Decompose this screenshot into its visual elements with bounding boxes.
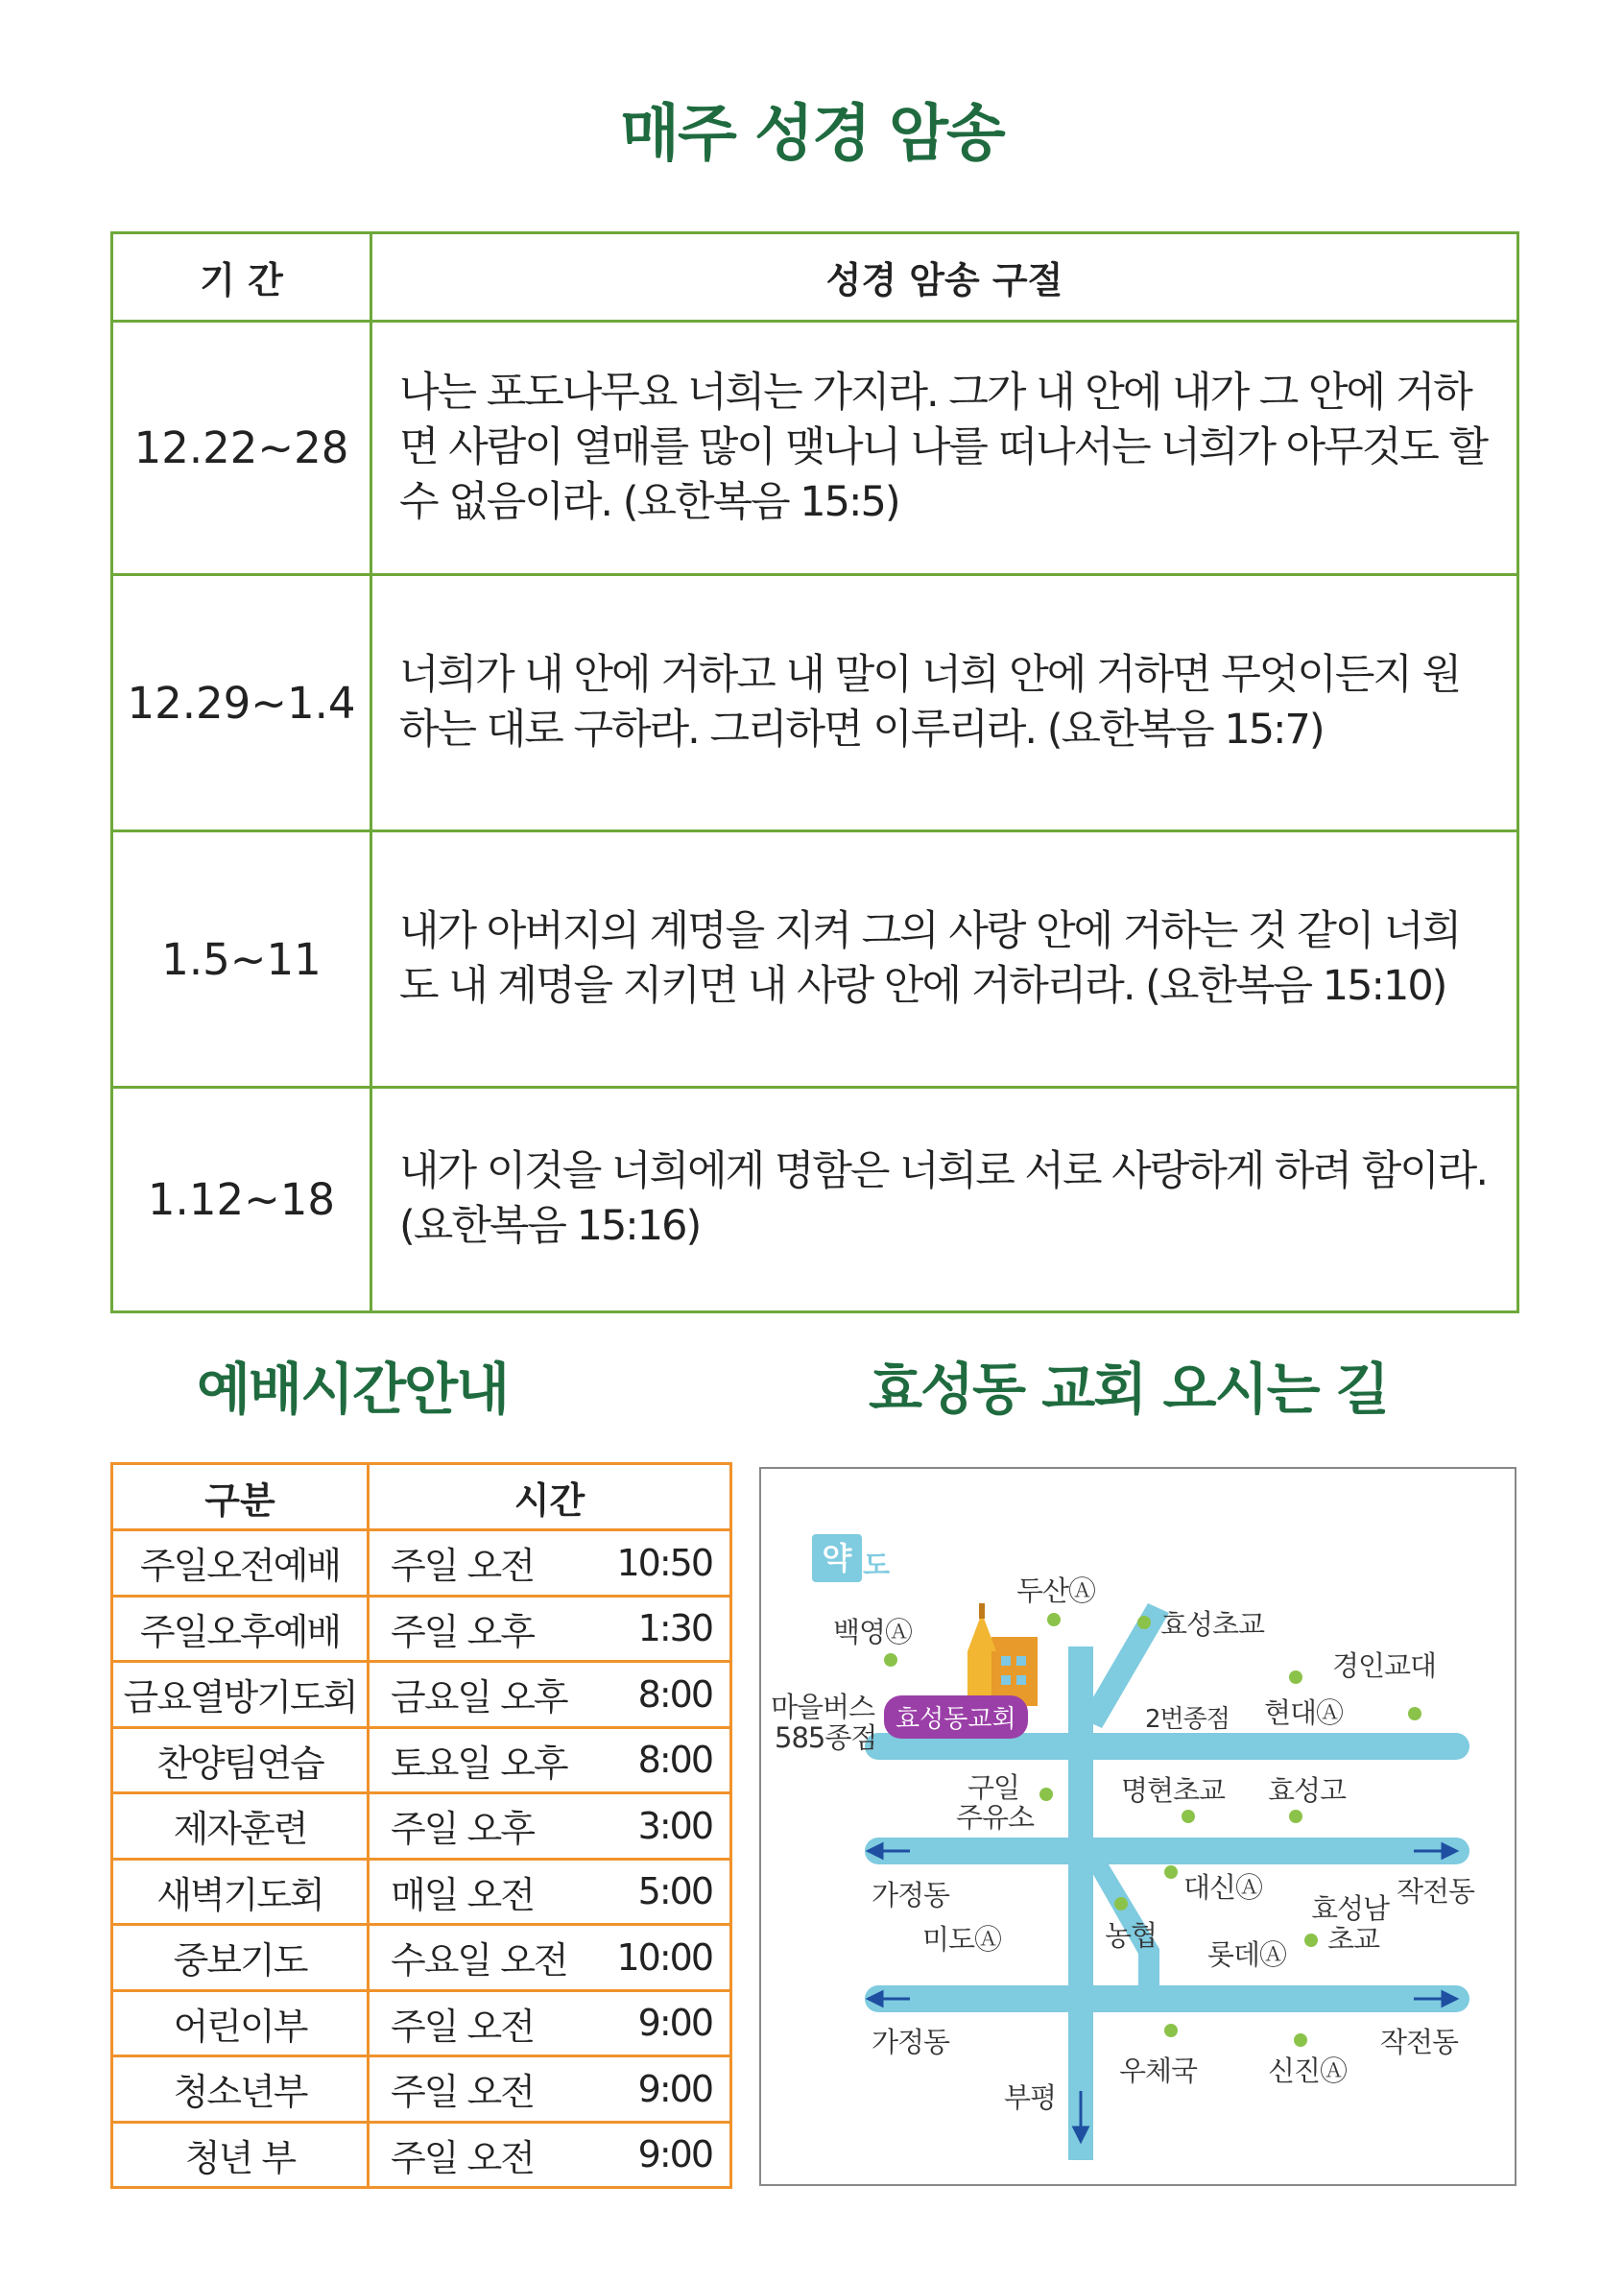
table-row — [112, 1859, 731, 1925]
service-time — [369, 1859, 731, 1925]
service-hour: 9:00 — [637, 2133, 712, 2176]
map-marker — [1114, 1897, 1128, 1911]
place-juyuso: 주유소 — [956, 1801, 1035, 1834]
map-marker — [1137, 1616, 1151, 1629]
service-time — [369, 2122, 731, 2188]
map-marker — [1182, 1810, 1195, 1823]
service-hour: 3:00 — [637, 1804, 712, 1847]
place-nonghyup: 농협 — [1105, 1919, 1158, 1952]
map-title: 효성동 교회 오시는 길 — [869, 1357, 1388, 1422]
service-hour: 10:00 — [616, 1935, 712, 1979]
verse-text: 너희가 내 안에 거하고 내 말이 너희 안에 거하면 무엇이든지 원하는 대로 구하라. 그리하면 이루리라. (요한복음 15:7) — [371, 574, 1518, 830]
map-marker — [1304, 1934, 1318, 1947]
service-day: 주일 오전 — [391, 2005, 534, 2048]
service-hour: 8:00 — [637, 1739, 712, 1782]
service-time — [369, 1596, 731, 1662]
map-marker — [1047, 1613, 1061, 1626]
legend-label: 도 — [863, 1549, 890, 1581]
service-day: 주일 오전 — [391, 2136, 534, 2179]
place-hyoseong-high: 효성고 — [1268, 1774, 1347, 1807]
place-mido: 미도Ⓐ — [922, 1923, 1002, 1956]
church-label: 효성동교회 — [884, 1695, 1028, 1739]
place-daesin: 대신Ⓐ — [1183, 1871, 1263, 1904]
service-day: 수요일 오전 — [391, 1939, 567, 1983]
service-day: 금요일 오후 — [391, 1676, 567, 1719]
service-hour: 10:50 — [616, 1541, 712, 1584]
verse-period: 1.5~11 — [112, 831, 371, 1087]
table-row — [112, 2056, 731, 2123]
verse-text: 내가 아버지의 계명을 지켜 그의 사랑 안에 거하는 것 같이 너희도 내 계명을 지키면 내 사랑 안에 거하리라. (요한복음 15:10) — [371, 831, 1518, 1087]
map-marker — [1408, 1707, 1421, 1720]
service-name: 주일오후예배 — [112, 1596, 369, 1662]
service-day: 매일 오전 — [391, 1873, 534, 1916]
verse-text: 나는 포도나무요 너희는 가지라. 그가 내 안에 내가 그 안에 거하면 사람이 열매를 많이 맺나니 나를 떠나서는 너희가 아무것도 할 수 없음이라. (요한복음 15:5) — [371, 322, 1518, 574]
service-time — [369, 1727, 731, 1793]
schedule-title: 예배시간안내 — [197, 1357, 509, 1422]
table-row — [112, 1990, 731, 2056]
service-name: 제자훈련 — [112, 1793, 369, 1860]
service-name: 중보기도 — [112, 1925, 369, 1991]
service-hour: 9:00 — [637, 2067, 712, 2110]
place-gajeong-2: 가정동 — [872, 2026, 950, 2058]
table-row — [112, 1596, 731, 1662]
place-guil: 구일 — [967, 1771, 1020, 1804]
header-time: 시간 — [369, 1464, 731, 1530]
place-gyeongin: 경인교대 — [1332, 1649, 1437, 1682]
place-dusan: 두산Ⓐ — [1016, 1574, 1096, 1607]
verse-period: 12.22~28 — [112, 322, 371, 574]
service-time — [369, 2056, 731, 2123]
directions-map — [759, 1467, 1517, 2186]
service-day: 주일 오후 — [391, 1808, 534, 1851]
service-name: 청소년부 — [112, 2056, 369, 2123]
place-stop2: 2번종점 — [1145, 1705, 1230, 1734]
place-chogyo: 초교 — [1327, 1923, 1380, 1956]
service-hour: 8:00 — [637, 1672, 712, 1716]
bus-stop-label: 585종점 — [775, 1721, 877, 1754]
service-day: 주일 오후 — [391, 1610, 534, 1653]
place-hyundai: 현대Ⓐ — [1264, 1696, 1344, 1729]
verse-header-row — [112, 233, 1518, 322]
service-name: 어린이부 — [112, 1990, 369, 2056]
place-jakjeon-2: 작전동 — [1380, 2026, 1459, 2058]
verse-period: 1.12~18 — [112, 1087, 371, 1311]
table-row — [112, 1087, 1518, 1311]
service-time — [369, 1793, 731, 1860]
road-horizontal-2 — [865, 1838, 1469, 1864]
service-hour: 9:00 — [637, 2002, 712, 2045]
verse-table — [110, 231, 1519, 1313]
service-name: 주일오전예배 — [112, 1530, 369, 1597]
service-name: 금요열방기도회 — [112, 1662, 369, 1728]
schedule-table — [110, 1462, 732, 2189]
table-row — [112, 1793, 731, 1860]
header-period: 기 간 — [112, 233, 371, 322]
place-lotte: 롯데Ⓐ — [1207, 1938, 1287, 1971]
bus-label: 마을버스 — [771, 1691, 875, 1723]
place-sinjin: 신진Ⓐ — [1268, 2055, 1348, 2087]
road-horizontal-3 — [865, 1985, 1469, 2012]
service-day: 주일 오전 — [391, 1545, 534, 1588]
service-name: 찬양팀연습 — [112, 1727, 369, 1793]
place-hyoseong-elem: 효성초교 — [1160, 1608, 1265, 1641]
service-day: 주일 오전 — [391, 2071, 534, 2114]
service-hour: 1:30 — [637, 1607, 712, 1650]
place-post: 우체국 — [1119, 2055, 1198, 2087]
service-name: 청년 부 — [112, 2122, 369, 2188]
service-day: 토요일 오후 — [391, 1742, 567, 1785]
road-vertical — [1068, 1646, 1093, 2160]
table-row — [112, 574, 1518, 830]
service-time — [369, 1662, 731, 1728]
legend-badge: 약 — [812, 1534, 862, 1582]
table-row — [112, 1727, 731, 1793]
map-marker — [1164, 1865, 1178, 1879]
schedule-header-row — [112, 1464, 731, 1530]
service-time — [369, 1530, 731, 1597]
place-myeonghyeon: 명현초교 — [1121, 1774, 1226, 1807]
place-gajeong-1: 가정동 — [872, 1879, 950, 1911]
map-marker — [884, 1653, 897, 1667]
table-row — [112, 831, 1518, 1087]
service-time — [369, 1925, 731, 1991]
table-row — [112, 322, 1518, 574]
verse-text: 내가 이것을 너희에게 명함은 너희로 서로 사랑하게 하려 함이라. (요한복음 15:16) — [371, 1087, 1518, 1311]
place-jakjeon-1: 작전동 — [1397, 1875, 1475, 1908]
table-row — [112, 1530, 731, 1597]
service-name: 새벽기도회 — [112, 1859, 369, 1925]
service-time — [369, 1990, 731, 2056]
header-category: 구분 — [112, 1464, 369, 1530]
map-marker — [1289, 1670, 1302, 1684]
service-hour: 5:00 — [637, 1870, 712, 1913]
place-hyoseongnam: 효성남 — [1311, 1892, 1390, 1925]
map-marker — [1039, 1788, 1053, 1801]
table-row — [112, 2122, 731, 2188]
table-row — [112, 1662, 731, 1728]
header-verse: 성경 암송 구절 — [371, 233, 1518, 322]
page-title: 매주 성경 암송 — [620, 99, 1004, 170]
map-marker — [1294, 2033, 1307, 2047]
place-baekyoung: 백영Ⓐ — [833, 1616, 913, 1648]
verse-period: 12.29~1.4 — [112, 574, 371, 830]
place-bupyeong: 부평 — [1004, 2081, 1057, 2114]
map-marker — [1164, 2024, 1178, 2037]
map-marker — [1289, 1810, 1302, 1823]
table-row — [112, 1925, 731, 1991]
